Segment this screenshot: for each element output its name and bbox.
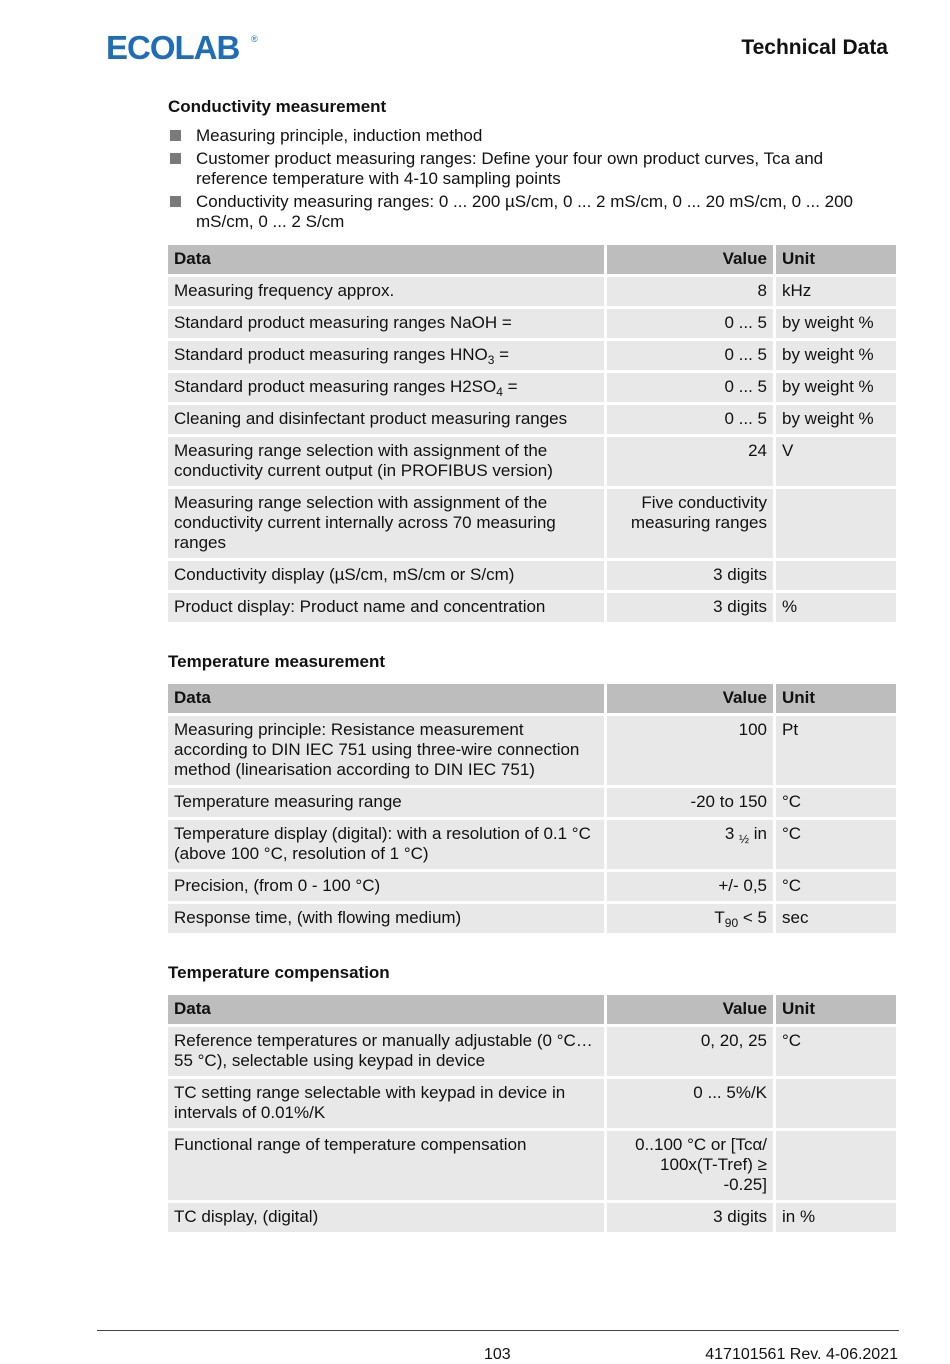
table-row <box>168 1203 896 1232</box>
cell-value: 0..100 °C or [Tcα/ 100x(T-Tref) ≥ -0.25] <box>607 1131 773 1200</box>
table-row <box>168 437 896 486</box>
cell-value: +/- 0,5 <box>607 872 773 901</box>
cell-unit: by weight % <box>776 373 896 402</box>
cell-unit: by weight % <box>776 341 896 370</box>
cell-unit <box>776 561 896 590</box>
cell-data: Measuring range selection with assignment of the conductivity current internally across 70 measuring ranges <box>168 489 604 558</box>
conductivity-table <box>165 242 899 625</box>
cell-value: Five conductivity measuring ranges <box>607 489 773 558</box>
header-value: Value <box>607 684 773 713</box>
cell-unit: sec <box>776 904 896 933</box>
logo-text: ECOLAB <box>106 29 240 66</box>
cell-unit: Pt <box>776 716 896 785</box>
cell-value: 24 <box>607 437 773 486</box>
cell-value: 0 ... 5 <box>607 341 773 370</box>
table-row <box>168 489 896 558</box>
header-unit: Unit <box>776 245 896 274</box>
cell-value: 3 digits <box>607 593 773 622</box>
cell-unit: V <box>776 437 896 486</box>
header-data: Data <box>168 995 604 1024</box>
table-row <box>168 872 896 901</box>
page-number: 103 <box>484 1346 511 1363</box>
cell-unit <box>776 1131 896 1200</box>
cell-value: 8 <box>607 277 773 306</box>
table-row <box>168 341 896 370</box>
cell-unit: °C <box>776 872 896 901</box>
cell-value: 0 ... 5 <box>607 373 773 402</box>
table-row <box>168 1131 896 1200</box>
temperature-heading: Temperature measurement <box>168 652 385 671</box>
table-header-row <box>168 684 896 713</box>
cell-data: Reference temperatures or manually adjustable (0 °C…55 °C), selectable using keypad in device <box>168 1027 604 1076</box>
table-row <box>168 561 896 590</box>
content <box>168 96 898 1235</box>
cell-data: TC display, (digital) <box>168 1203 604 1232</box>
table-row <box>168 593 896 622</box>
header-data: Data <box>168 684 604 713</box>
table-header-row <box>168 995 896 1024</box>
header-unit: Unit <box>776 684 896 713</box>
cell-value: 3 digits <box>607 561 773 590</box>
cell-value: $T_{90} < 5$ <box>607 904 773 933</box>
table-row <box>168 1027 896 1076</box>
cell-unit: °C <box>776 1027 896 1076</box>
table-row <box>168 820 896 869</box>
conductivity-heading: Conductivity measurement <box>168 97 387 116</box>
page-title: Technical Data <box>741 36 888 59</box>
cell-value: 0, 20, 25 <box>607 1027 773 1076</box>
table-row <box>168 405 896 434</box>
cell-unit <box>776 1079 896 1128</box>
table-row <box>168 1079 896 1128</box>
cell-unit: °C <box>776 788 896 817</box>
cell-data: Response time, (with flowing medium) <box>168 904 604 933</box>
revision-label: 417101561 Rev. 4-06.2021 <box>705 1346 898 1363</box>
cell-unit <box>776 489 896 558</box>
temperature-table <box>165 681 899 936</box>
registered-mark: ® <box>251 34 258 44</box>
header-data: Data <box>168 245 604 274</box>
table-row <box>168 373 896 402</box>
cell-data: Conductivity display (µS/cm, mS/cm or S/cm) <box>168 561 604 590</box>
cell-data: Standard product measuring ranges $H2SO_4$ = <box>168 373 604 402</box>
cell-value: 3 $_{\frac{1}{2}}$ in <box>607 820 773 869</box>
bullet-item: Measuring principle, induction method <box>168 126 898 146</box>
compensation-heading: Temperature compensation <box>168 963 390 982</box>
cell-value: -20 to 150 <box>607 788 773 817</box>
conductivity-bullets <box>168 126 898 232</box>
table-row <box>168 904 896 933</box>
header-value: Value <box>607 245 773 274</box>
cell-value: 0 ... 5%/K <box>607 1079 773 1128</box>
cell-data: Functional range of temperature compensation <box>168 1131 604 1200</box>
cell-data: Measuring frequency approx. <box>168 277 604 306</box>
cell-unit: in % <box>776 1203 896 1232</box>
compensation-table <box>165 992 899 1235</box>
cell-data: Temperature measuring range <box>168 788 604 817</box>
bullet-item: Conductivity measuring ranges: 0 ... 200 µS/cm, 0 ... 2 mS/cm, 0 ... 20 mS/cm, 0 ... 200 mS/cm, 0 ... 2 S/cm <box>168 192 898 232</box>
cell-unit: by weight % <box>776 405 896 434</box>
cell-data: Standard product measuring ranges NaOH = <box>168 309 604 338</box>
cell-unit: °C <box>776 820 896 869</box>
header-value: Value <box>607 995 773 1024</box>
cell-value: 100 <box>607 716 773 785</box>
cell-unit: kHz <box>776 277 896 306</box>
cell-data: Measuring principle: Resistance measurement according to DIN IEC 751 using three-wire connection method (linearisation according to DIN IEC 751) <box>168 716 604 785</box>
cell-data: Temperature display (digital): with a resolution of 0.1 °C (above 100 °C, resolution of 1 °C) <box>168 820 604 869</box>
cell-data: Precision, (from 0 - 100 °C) <box>168 872 604 901</box>
cell-data: Product display: Product name and concentration <box>168 593 604 622</box>
cell-data: TC setting range selectable with keypad in device in intervals of 0.01%/K <box>168 1079 604 1128</box>
cell-value: 0 ... 5 <box>607 309 773 338</box>
table-row <box>168 309 896 338</box>
cell-value: 0 ... 5 <box>607 405 773 434</box>
cell-unit: % <box>776 593 896 622</box>
ecolab-logo <box>106 30 256 64</box>
table-row <box>168 788 896 817</box>
table-row <box>168 716 896 785</box>
header-unit: Unit <box>776 995 896 1024</box>
footer-divider <box>97 1330 899 1331</box>
cell-data: Standard product measuring ranges $HNO_3$ = <box>168 341 604 370</box>
bullet-item: Customer product measuring ranges: Define your four own product curves, Tca and reference temperature with 4-10 sampling points <box>168 149 898 189</box>
cell-data: Cleaning and disinfectant product measuring ranges <box>168 405 604 434</box>
table-row <box>168 277 896 306</box>
table-header-row <box>168 245 896 274</box>
cell-value: 3 digits <box>607 1203 773 1232</box>
cell-unit: by weight % <box>776 309 896 338</box>
cell-data: Measuring range selection with assignment of the conductivity current output (in PROFIBUS version) <box>168 437 604 486</box>
